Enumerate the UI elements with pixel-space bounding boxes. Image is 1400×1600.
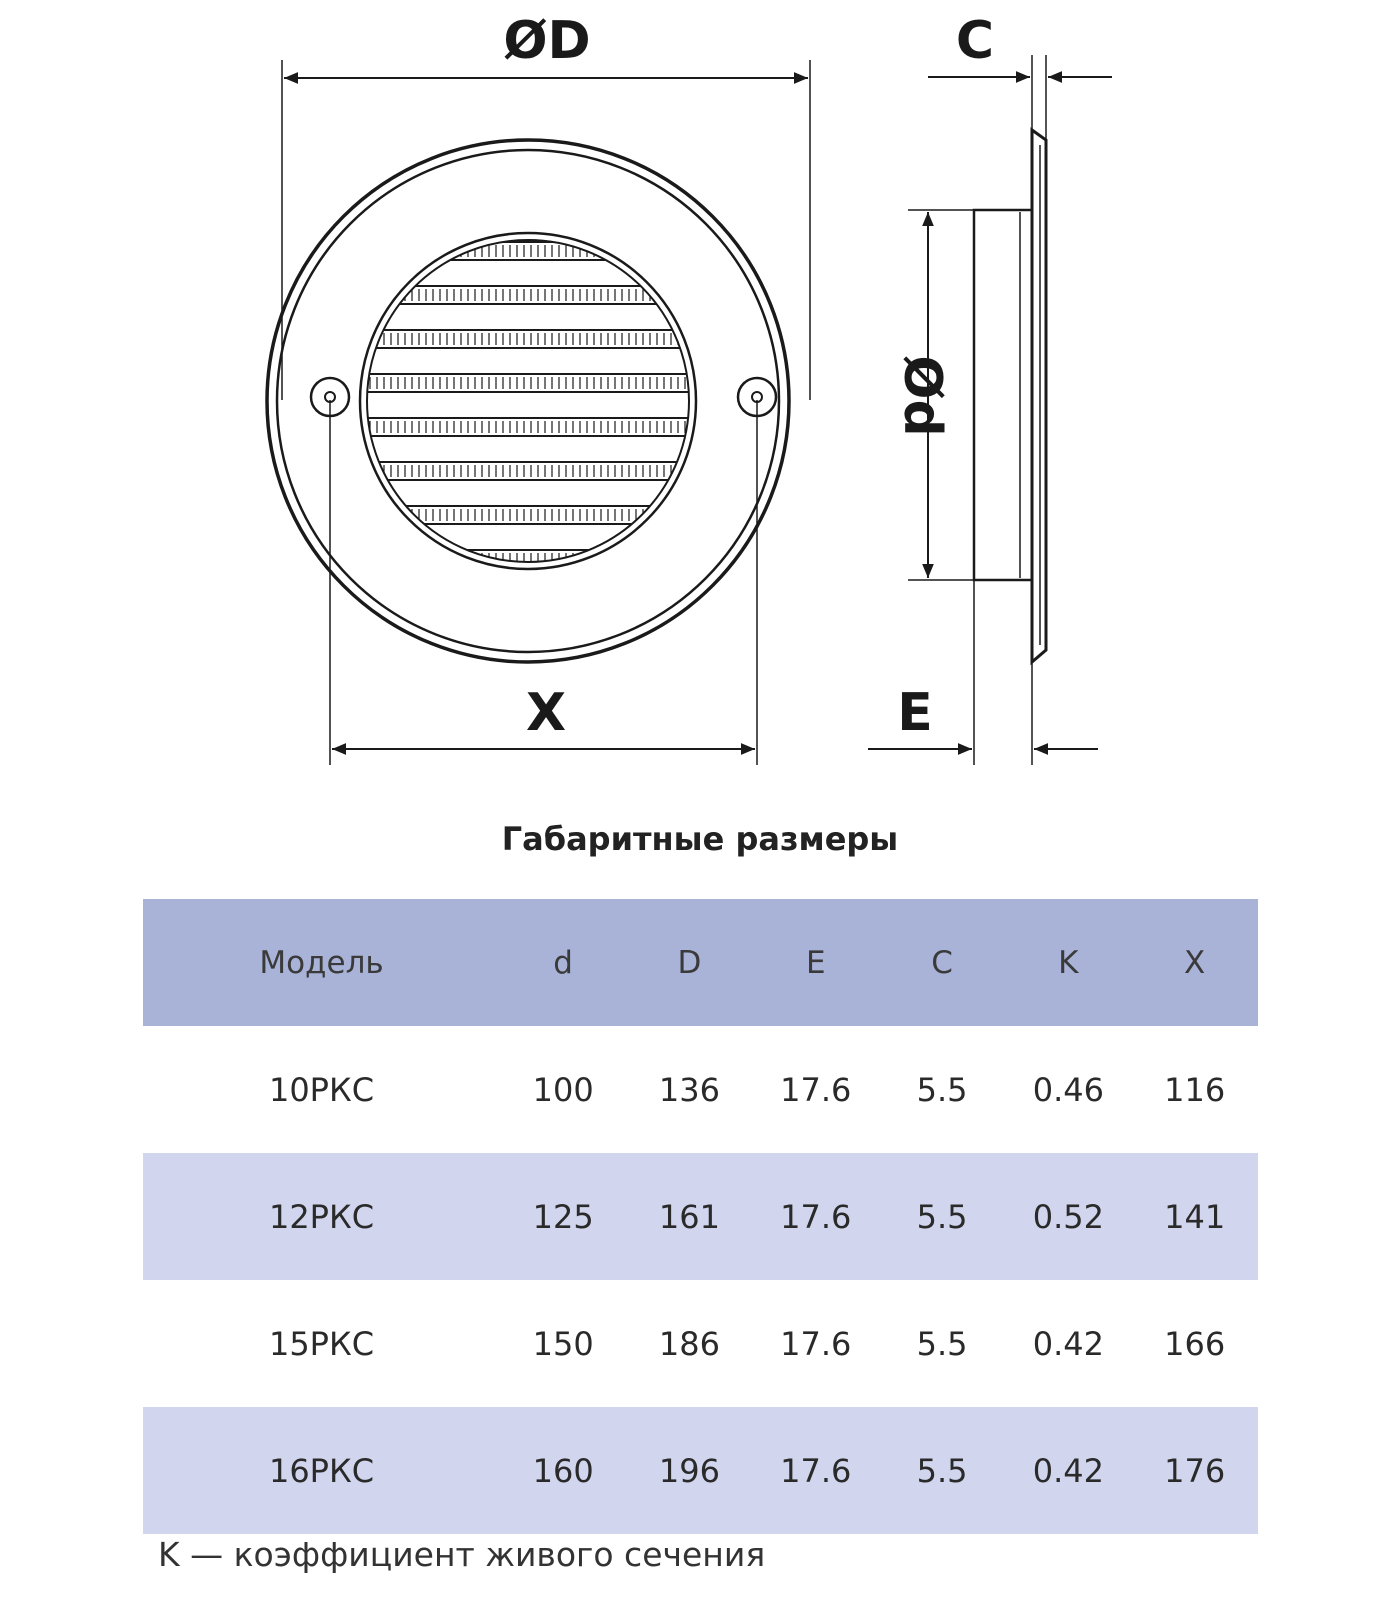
outer-rim-inner bbox=[277, 150, 779, 652]
cell-d: 160 bbox=[532, 1451, 594, 1490]
table-row bbox=[143, 1026, 1258, 1153]
header-X: X bbox=[1184, 944, 1206, 981]
collar-depth-label: E bbox=[897, 683, 933, 743]
cell-C: 5.5 bbox=[916, 1197, 968, 1236]
dimensions-table bbox=[143, 899, 1258, 1534]
cell-C: 5.5 bbox=[916, 1324, 968, 1363]
cell-C: 5.5 bbox=[916, 1070, 968, 1109]
flange-thickness-label: C bbox=[955, 11, 995, 71]
header-C: C bbox=[931, 944, 953, 981]
table-row bbox=[143, 1280, 1258, 1407]
cell-d: 100 bbox=[532, 1070, 594, 1109]
footnote: K — коэффициент живого сечения bbox=[158, 1535, 766, 1574]
cell-D: 196 bbox=[658, 1451, 720, 1490]
cell-E: 17.6 bbox=[780, 1197, 852, 1236]
table-title: Габаритные размеры bbox=[501, 820, 899, 858]
header-K: K bbox=[1058, 944, 1079, 981]
cell-X: 166 bbox=[1164, 1324, 1226, 1363]
cell-X: 176 bbox=[1164, 1451, 1226, 1490]
cell-d: 125 bbox=[532, 1197, 594, 1236]
cell-C: 5.5 bbox=[916, 1451, 968, 1490]
outer-rim bbox=[267, 140, 789, 662]
grille-technical-drawing bbox=[0, 0, 1400, 780]
inner-diameter-label: Ød bbox=[892, 355, 952, 437]
cell-model: 10РКС bbox=[268, 1070, 375, 1109]
header-model: Модель bbox=[259, 944, 384, 981]
collar-profile bbox=[974, 210, 1032, 580]
grille-edge bbox=[367, 240, 689, 562]
outer-diameter-label: ØD bbox=[503, 11, 591, 71]
cell-model: 16РКС bbox=[268, 1451, 375, 1490]
front-view bbox=[267, 60, 810, 765]
cell-model: 12РКС bbox=[268, 1197, 375, 1236]
louver-slat bbox=[353, 242, 703, 260]
table-header-row bbox=[143, 899, 1258, 1026]
cell-X: 116 bbox=[1164, 1070, 1226, 1109]
cell-K: 0.42 bbox=[1032, 1451, 1104, 1490]
cell-model: 15РКС bbox=[268, 1324, 375, 1363]
table-row bbox=[143, 1153, 1258, 1280]
cell-D: 161 bbox=[658, 1197, 720, 1236]
cell-X: 141 bbox=[1164, 1197, 1226, 1236]
header-D: D bbox=[677, 944, 702, 981]
cell-E: 17.6 bbox=[780, 1451, 852, 1490]
header-d: d bbox=[553, 944, 573, 981]
grille-boundary bbox=[360, 233, 696, 569]
header-E: E bbox=[805, 944, 826, 981]
cell-K: 0.52 bbox=[1032, 1197, 1104, 1236]
louver-slat bbox=[353, 550, 703, 568]
cell-E: 17.6 bbox=[780, 1070, 852, 1109]
cell-K: 0.46 bbox=[1032, 1070, 1104, 1109]
cell-E: 17.6 bbox=[780, 1324, 852, 1363]
hole-spacing-label: X bbox=[525, 683, 567, 743]
flange-profile bbox=[1032, 130, 1046, 662]
table-row bbox=[143, 1407, 1258, 1534]
cell-D: 186 bbox=[658, 1324, 720, 1363]
louver-slats bbox=[353, 242, 703, 568]
cell-d: 150 bbox=[532, 1324, 594, 1363]
cell-D: 136 bbox=[658, 1070, 720, 1109]
cell-K: 0.42 bbox=[1032, 1324, 1104, 1363]
